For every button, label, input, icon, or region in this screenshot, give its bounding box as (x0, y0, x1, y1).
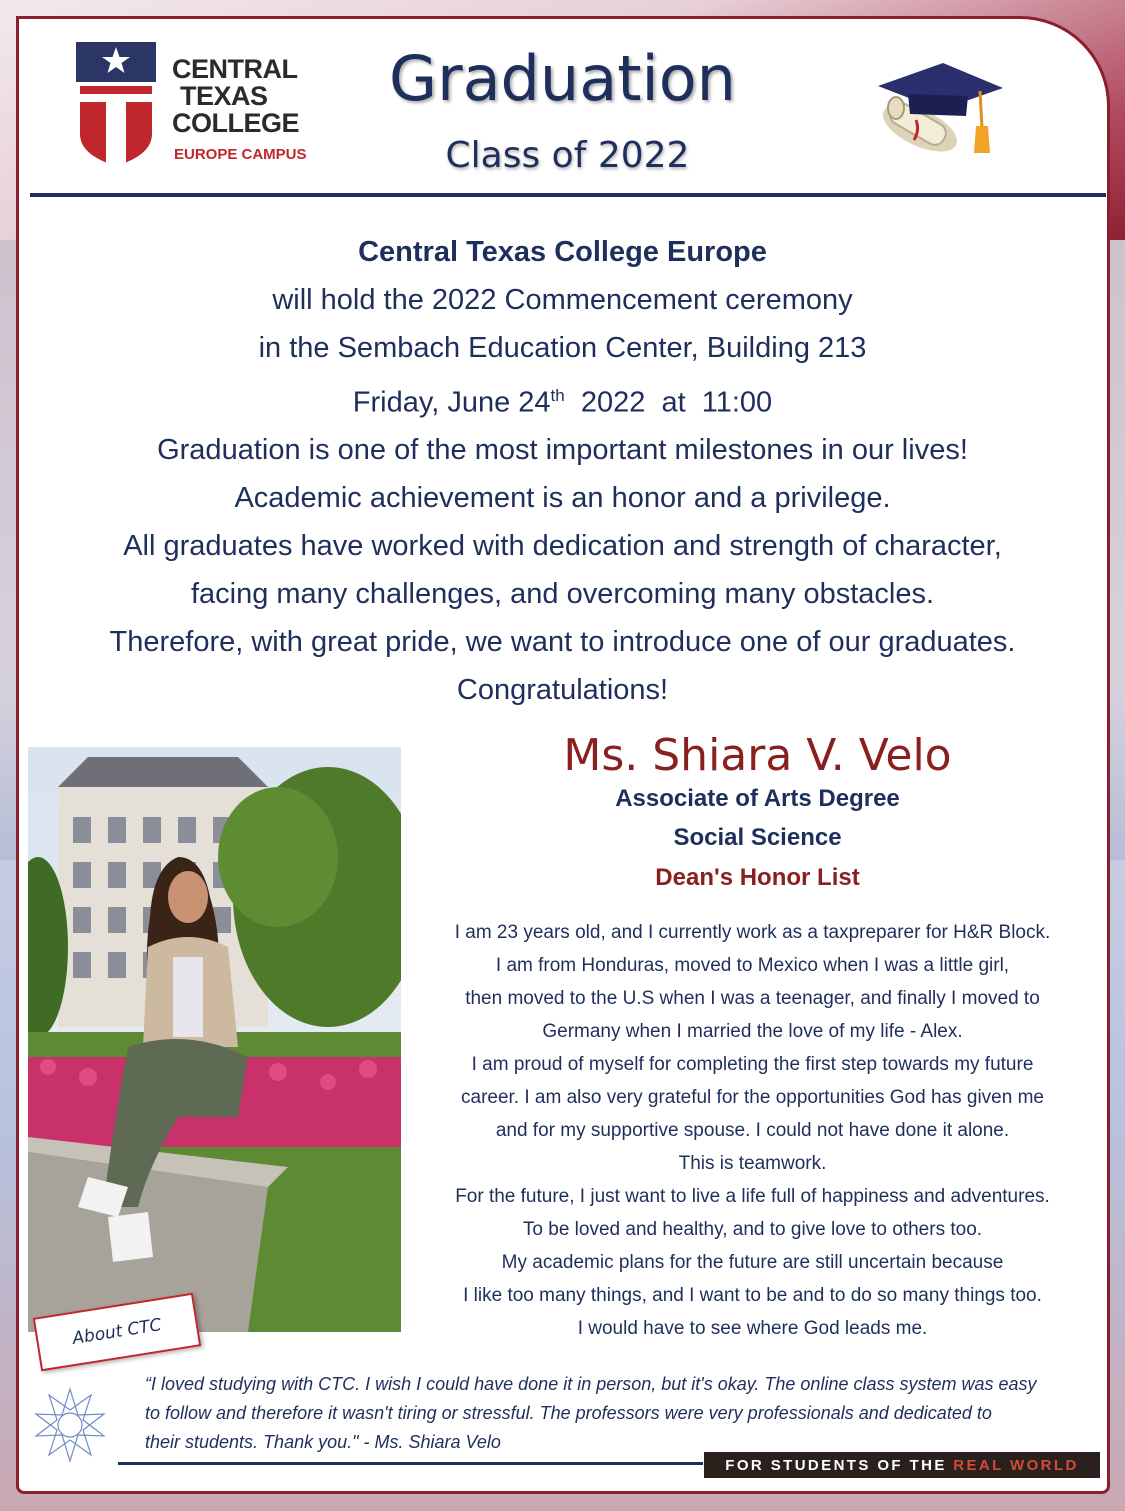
quote-line: “I loved studying with CTC. I wish I could have done it in person, but it's okay. The online class system was easy (145, 1374, 1037, 1394)
graduate-name: Ms. Shiara V. Velo (563, 730, 952, 781)
announcement-line: Central Texas College Europe (358, 236, 767, 268)
header-divider (30, 193, 1106, 197)
congratulations-message (0, 426, 1125, 714)
bio-line: I would have to see where God leads me. (577, 1318, 928, 1339)
about-ctc-button[interactable]: About CTC (33, 1293, 201, 1372)
bio-line: For the future, I just want to live a life full of happiness and adventures. (455, 1186, 1050, 1207)
announcement-date: Friday, June 24th 2022 at 11:00 (352, 386, 773, 419)
bio-line: I like too many things, and I want to be and to do so many things too. (463, 1285, 1042, 1306)
quote-line: to follow and therefore it wasn't tiring or stressful. The professors were very professionals and dedicated to (145, 1403, 992, 1423)
page-title: Graduation (389, 42, 736, 115)
message-line: facing many challenges, and overcoming many obstacles. (190, 578, 935, 610)
quote-line: their students. Thank you." - Ms. Shiara Velo (145, 1432, 501, 1452)
graduate-honor: Dean's Honor List (655, 864, 860, 891)
logo-campus: EUROPE CAMPUS (174, 146, 307, 163)
message-line: Therefore, with great pride, we want to introduce one of our graduates. (109, 626, 1016, 658)
bio-line: My academic plans for the future are still uncertain because (501, 1252, 1004, 1273)
bio-line: and for my supportive spouse. I could not have done it alone. (495, 1120, 1010, 1141)
graduation-cap-icon (858, 58, 1008, 168)
graduate-bio (405, 916, 1100, 1345)
message-line: Graduation is one of the most important milestones in our lives! (157, 434, 968, 466)
bio-line: This is teamwork. (678, 1153, 827, 1174)
message-line: Congratulations! (456, 674, 669, 706)
footer-tagline: FOR STUDENTS OF THE REAL WORLD (704, 1452, 1100, 1478)
bio-line: Germany when I married the love of my life - Alex. (542, 1021, 963, 1042)
logo-wordmark: CENTRAL TEXAS COLLEGE (172, 54, 300, 138)
bio-line: To be loved and healthy, and to give love to others too. (522, 1219, 983, 1240)
bio-line: I am 23 years old, and I currently work as a taxpreparer for H&R Block. (454, 922, 1051, 943)
bio-line: career. I am also very grateful for the opportunities God has given me (461, 1087, 1044, 1108)
bio-line: I am proud of myself for completing the first step towards my future (471, 1054, 1034, 1075)
graduate-degree: Associate of Arts Degree (615, 785, 900, 812)
page-subtitle: Class of 2022 (445, 135, 690, 176)
graduate-quote (145, 1370, 1100, 1457)
footer-divider (118, 1462, 703, 1465)
graduate-field: Social Science (673, 824, 842, 851)
bio-line: I am from Honduras, moved to Mexico when I was a little girl, (495, 955, 1010, 976)
message-line: Academic achievement is an honor and a privilege. (234, 482, 891, 514)
ceremony-announcement (0, 228, 1125, 427)
star-ornament-icon (30, 1385, 110, 1465)
announcement-line: will hold the 2022 Commencement ceremony (272, 284, 853, 316)
message-line: All graduates have worked with dedication and strength of character, (123, 530, 1002, 562)
graduate-photo (28, 747, 401, 1332)
announcement-line: in the Sembach Education Center, Building 213 (258, 332, 867, 364)
bio-line: then moved to the U.S when I was a teenager, and finally I moved to (465, 988, 1040, 1009)
